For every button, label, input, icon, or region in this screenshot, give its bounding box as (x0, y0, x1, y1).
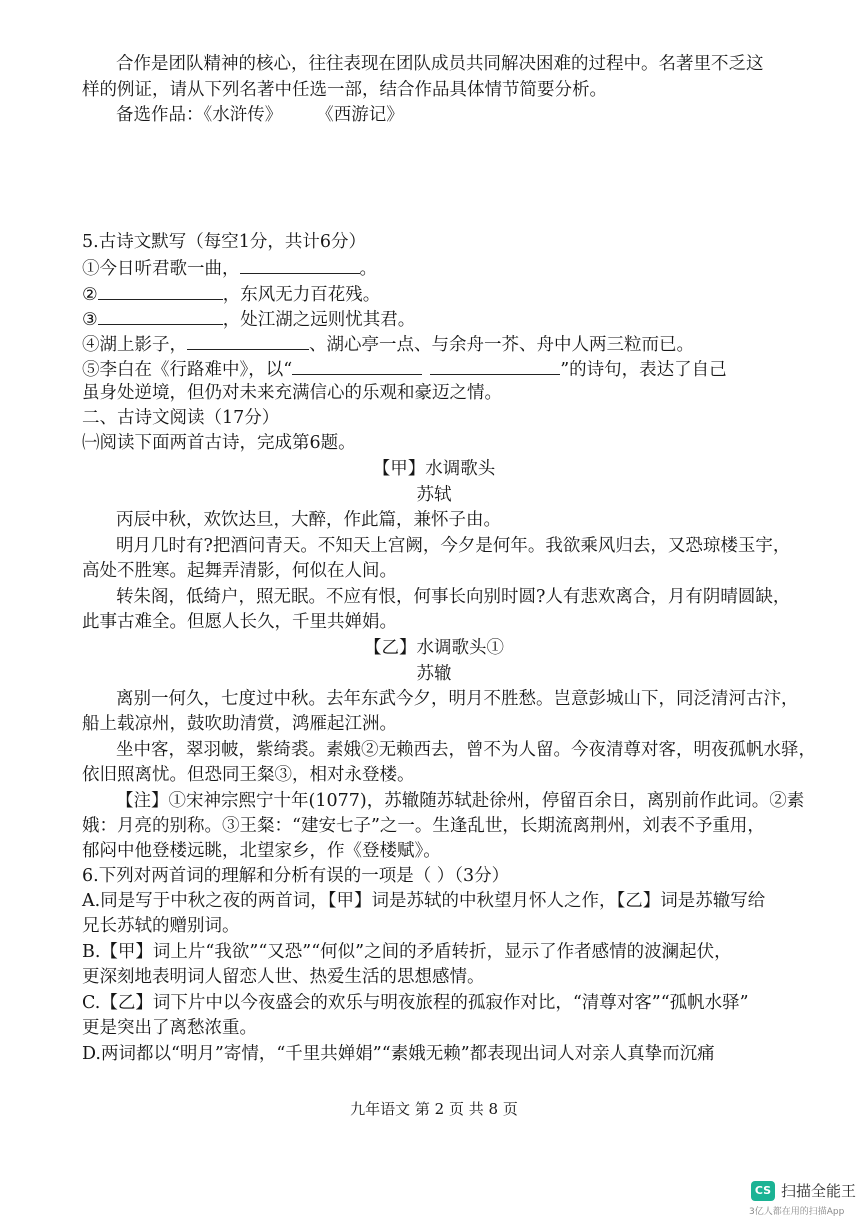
poem-a-p1-line-2: 高处不胜寒。起舞弄清影，何似在人间。 (82, 561, 397, 581)
options-label: 备选作品： (116, 105, 204, 125)
scanner-badge (751, 1180, 856, 1201)
poem-b-p1-line-1: 离别一何久，七度过中秋。去年东武今夕，明月不胜愁。岂意彭城山下，同泛清河古汴， (116, 689, 799, 709)
q6-option-b-line-1: B.【甲】词上片“我欲”“又恐”“何似”之间的矛盾转折，显示了作者感情的波澜起伏， (82, 942, 732, 962)
q5-item-5: ⑤李白在《行路难中》，以“ ”的诗句，表达了自己 (82, 356, 727, 382)
scanner-tagline: 3亿人都在用的扫描App (749, 1207, 845, 1217)
q5-item-5-line-2: 虽身处逆境，但仍对未来充满信心的乐观和豪迈之情。 (82, 383, 502, 403)
poem-b-p2-line-1: 坐中客，翠羽帔，紫绮裘。素娥②无赖西去，曾不为人留。今夜清尊对客，明夜孤帆水驿， (116, 740, 816, 760)
section2-title: 二、古诗文阅读（17分） (82, 408, 280, 428)
option-xiyou: 《西游记》 (316, 105, 404, 125)
scanner-name: 扫描全能王 (781, 1182, 857, 1200)
q6-option-b-line-2: 更深刻地表明词人留恋人世、热爱生活的思想感情。 (82, 967, 485, 987)
intro-line-2: 样的例证，请从下列名著中任选一部，结合作品具体情节简要分析。 (82, 80, 607, 100)
blank-1[interactable] (240, 255, 360, 274)
notes-line-3: 郁闷中他登楼远眺，北望家乡，作《登楼赋》。 (82, 841, 441, 861)
poem-a-title: 【甲】水调歌头 (372, 459, 496, 479)
blank-5b[interactable] (430, 356, 560, 375)
q5-item-1: ①今日听君歌一曲， 。 (82, 255, 377, 281)
poem-b-p1-line-2: 船上载凉州，鼓吹助清赏，鸿雁起江洲。 (82, 714, 397, 734)
q5-item-2: ② ，东风无力百花残。 (82, 281, 380, 307)
q5-title: 5.古诗文默写（每空1分，共计6分） (82, 232, 366, 252)
q6-stem: 6.下列对两首词的理解和分析有误的一项是（ ）（3分） (82, 866, 510, 886)
poem-a-p2-line-1: 转朱阁，低绮户，照无眠。不应有恨，何事长向别时圆?人有悲欢离合，月有阴晴圆缺， (116, 587, 791, 607)
blank-2[interactable] (98, 281, 223, 300)
q6-option-d-line-1: D.两词都以“明月”寄情，“千里共婵娟”“素娥无赖”都表现出词人对亲人真挚而沉痛 (82, 1044, 715, 1064)
q6-option-a-line-2: 兄长苏轼的赠别词。 (82, 916, 240, 936)
q5-item-3: ③ ，处江湖之远则忧其君。 (82, 306, 415, 332)
blank-4[interactable] (187, 331, 309, 350)
poem-b-author: 苏辙 (416, 664, 452, 684)
notes-line-2: 娥：月亮的别称。③王粲：“建安七子”之一。生逢乱世，长期流离荆州，刘表不予重用， (82, 816, 765, 836)
options-line (116, 103, 404, 127)
page-footer: 九年语文 第 2 页 共 8 页 (350, 1100, 518, 1118)
q6-option-c-line-2: 更是突出了离愁浓重。 (82, 1018, 257, 1038)
q6-option-a-line-1: A.同是写于中秋之夜的两首词，【甲】词是苏轼的中秋望月怀人之作，【乙】词是苏辙写给 (82, 891, 766, 911)
blank-3[interactable] (98, 306, 223, 325)
q5-item-4: ④湖上影子， 、湖心亭一点、与余舟一芥、舟中人两三粒而已。 (82, 331, 694, 357)
poem-a-preface: 丙辰中秋，欢饮达旦，大醉，作此篇，兼怀子由。 (116, 510, 501, 530)
blank-5a[interactable] (292, 356, 422, 375)
cs-logo-icon: CS (751, 1181, 775, 1201)
poem-a-author: 苏轼 (416, 485, 452, 505)
poem-a-p1-line-1: 明月几时有?把酒问青天。不知天上宫阙，今夕是何年。我欲乘风归去，又恐琼楼玉宇， (116, 536, 791, 556)
intro-line-1: 合作是团队精神的核心，往往表现在团队成员共同解决困难的过程中。名著里不乏这 (116, 54, 764, 74)
poem-b-p2-line-2: 依旧照离忧。但恐同王粲③，相对永登楼。 (82, 765, 415, 785)
section2-sub: ㈠阅读下面两首古诗，完成第6题。 (82, 433, 356, 453)
q6-option-c-line-1: C.【乙】词下片中以今夜盛会的欢乐与明夜旅程的孤寂作对比，“清尊对客”“孤帆水驿” (82, 993, 749, 1013)
option-shuihu: 《水浒传》 (203, 105, 283, 125)
notes-line-1: 【注】①宋神宗熙宁十年(1077)，苏辙随苏轼赴徐州，停留百余日，离别前作此词。②素 (116, 791, 805, 811)
poem-a-p2-line-2: 此事古难全。但愿人长久，千里共婵娟。 (82, 612, 397, 632)
poem-b-title: 【乙】水调歌头① (364, 638, 504, 658)
